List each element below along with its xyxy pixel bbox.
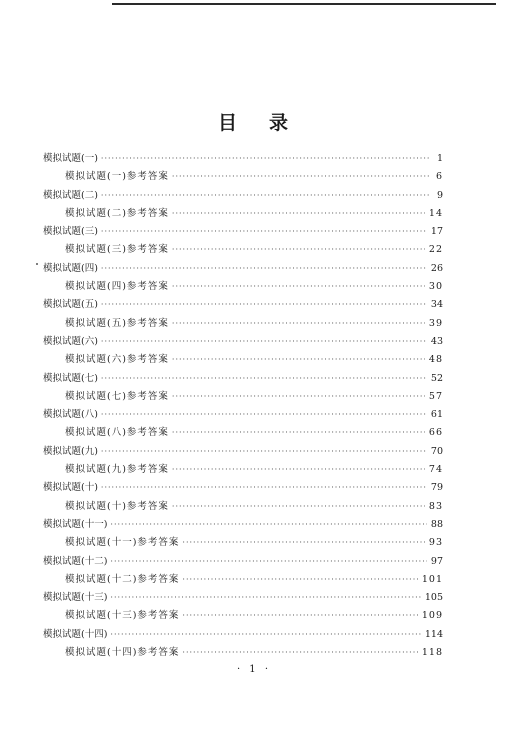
toc-entry-answer[interactable] xyxy=(43,571,443,589)
toc-entry-test[interactable] xyxy=(43,333,443,351)
toc-leader-dots xyxy=(182,534,424,552)
toc-entry-label: 模拟试题(八)参考答案 xyxy=(65,427,169,439)
toc-entry-page: 118 xyxy=(421,647,443,659)
toc-leader-dots xyxy=(172,168,429,186)
toc-entry-answer[interactable] xyxy=(43,644,443,662)
toc-leader-dots xyxy=(110,553,426,571)
toc-entry-test[interactable] xyxy=(43,223,443,241)
toc-entry-answer[interactable] xyxy=(43,424,443,442)
toc-entry-label: 模拟试题(十) xyxy=(43,482,98,494)
toc-entry-label: 模拟试题(五) xyxy=(43,299,98,311)
toc-entry-answer[interactable] xyxy=(43,388,443,406)
toc-leader-dots xyxy=(172,241,425,259)
toc-entry-page: 9 xyxy=(436,189,443,201)
title-char-1: 目 xyxy=(217,112,239,134)
toc-entry-page: 105 xyxy=(424,592,443,604)
toc-entry-page: 6 xyxy=(435,171,443,183)
toc-entry-test[interactable] xyxy=(43,296,443,314)
toc-entry-answer[interactable] xyxy=(43,534,443,552)
toc-entry-page: 70 xyxy=(430,445,443,457)
toc-entry-page: 114 xyxy=(424,628,443,640)
toc-entry-label: 模拟试题(十一) xyxy=(43,518,108,530)
toc-entry-label: 模拟试题(十三)参考答案 xyxy=(65,610,180,622)
toc-leader-dots xyxy=(101,260,427,278)
toc-entry-page: 26 xyxy=(430,262,443,274)
toc-entry-label: 模拟试题(四) xyxy=(43,262,98,274)
toc-entry-answer[interactable] xyxy=(43,351,443,369)
toc-leader-dots xyxy=(110,516,426,534)
toc-entry-test[interactable] xyxy=(43,626,443,644)
toc-entry-page: 57 xyxy=(428,390,443,402)
toc-leader-dots xyxy=(182,607,417,625)
toc-entry-page: 14 xyxy=(428,207,443,219)
toc-entry-page: 30 xyxy=(428,281,443,293)
toc-entry-page: 43 xyxy=(430,335,443,347)
toc-entry-label: 模拟试题(十二)参考答案 xyxy=(65,573,180,585)
toc-entry-label: 模拟试题(一) xyxy=(43,153,98,164)
toc-entry-page: 97 xyxy=(430,555,443,567)
toc-leader-dots xyxy=(101,333,427,351)
toc-leader-dots xyxy=(172,278,425,296)
toc-entry-test[interactable] xyxy=(43,589,443,607)
toc-entry-label: 模拟试题(五)参考答案 xyxy=(65,317,169,329)
toc-leader-dots xyxy=(101,187,429,205)
toc-entry-label: 模拟试题(六)参考答案 xyxy=(65,354,169,366)
toc-entry-page: 74 xyxy=(428,464,443,476)
toc-entry-label: 模拟试题(六) xyxy=(43,335,98,347)
toc-entry-page: 48 xyxy=(428,354,443,366)
toc-entry-answer[interactable] xyxy=(43,607,443,625)
toc-entry-label: 模拟试题(九)参考答案 xyxy=(65,464,169,476)
toc-entry-label: 模拟试题(十二) xyxy=(43,555,108,567)
toc-entry-test[interactable] xyxy=(43,479,443,497)
toc-entry-label: 模拟试题(七) xyxy=(43,372,98,384)
toc-entry-test[interactable] xyxy=(43,187,443,205)
toc-leader-dots xyxy=(172,424,425,442)
toc-entry-page: 17 xyxy=(430,226,443,238)
scan-speck xyxy=(36,263,38,265)
toc-entry-label: 模拟试题(十三) xyxy=(43,592,108,604)
toc-leader-dots xyxy=(110,626,420,644)
toc-entry-label: 模拟试题(十四) xyxy=(43,628,108,640)
toc-entry-test[interactable] xyxy=(43,370,443,388)
toc-entry-page: 93 xyxy=(428,537,443,549)
toc-entry-label: 模拟试题(七)参考答案 xyxy=(65,390,169,402)
toc-entry-label: 模拟试题(十)参考答案 xyxy=(65,500,169,512)
toc-leader-dots xyxy=(101,406,427,424)
toc-entry-label: 模拟试题(三)参考答案 xyxy=(65,244,169,256)
toc-leader-dots xyxy=(101,296,427,314)
toc-entry-label: 模拟试题(二)参考答案 xyxy=(65,207,169,219)
toc-leader-dots xyxy=(172,461,425,479)
toc-leader-dots xyxy=(101,370,427,388)
toc-leader-dots xyxy=(172,351,425,369)
toc-entry-answer[interactable] xyxy=(43,168,443,186)
toc-entry-page: 88 xyxy=(430,518,443,530)
toc-entry-test[interactable] xyxy=(43,553,443,571)
toc-leader-dots xyxy=(101,150,429,168)
top-border-rule xyxy=(112,3,496,5)
toc-entry-test[interactable] xyxy=(43,150,443,168)
toc-entry-label: 模拟试题(八) xyxy=(43,409,98,421)
toc-entry-page: 109 xyxy=(421,610,443,622)
toc-entry-test[interactable] xyxy=(43,443,443,461)
toc-entry-page: 66 xyxy=(428,427,443,439)
toc-entry-test[interactable] xyxy=(43,260,443,278)
page-title xyxy=(0,108,508,135)
toc-entry-page: 79 xyxy=(430,482,443,494)
toc-entry-answer[interactable] xyxy=(43,461,443,479)
toc-entry-page: 39 xyxy=(428,317,443,329)
toc-entry-page: 34 xyxy=(430,299,443,311)
toc-entry-label: 模拟试题(十四)参考答案 xyxy=(65,647,180,659)
toc-leader-dots xyxy=(172,315,425,333)
toc-entry-page: 101 xyxy=(421,573,443,585)
toc-entry-answer[interactable] xyxy=(43,205,443,223)
toc-leader-dots xyxy=(172,498,425,516)
toc-leader-dots xyxy=(172,388,425,406)
toc-entry-label: 模拟试题(三) xyxy=(43,226,98,238)
toc-entry-answer[interactable] xyxy=(43,278,443,296)
toc-entry-test[interactable] xyxy=(43,516,443,534)
toc-entry-page: 22 xyxy=(428,244,443,256)
table-of-contents xyxy=(43,150,443,662)
toc-entry-label: 模拟试题(二) xyxy=(43,189,98,201)
toc-entry-label: 模拟试题(一)参考答案 xyxy=(65,171,169,183)
title-char-2: 录 xyxy=(269,112,291,134)
toc-entry-page: 52 xyxy=(430,372,443,384)
toc-entry-page: 61 xyxy=(430,409,443,421)
toc-entry-test[interactable] xyxy=(43,406,443,424)
toc-leader-dots xyxy=(101,223,427,241)
toc-leader-dots xyxy=(182,644,417,662)
toc-entry-answer[interactable] xyxy=(43,498,443,516)
toc-leader-dots xyxy=(172,205,425,223)
toc-leader-dots xyxy=(110,589,420,607)
toc-entry-label: 模拟试题(十一)参考答案 xyxy=(65,537,180,549)
page-number: · 1 · xyxy=(236,664,272,675)
toc-leader-dots xyxy=(101,443,427,461)
toc-entry-page: 1 xyxy=(436,153,443,164)
toc-entry-label: 模拟试题(九) xyxy=(43,445,98,457)
toc-leader-dots xyxy=(182,571,417,589)
toc-entry-label: 模拟试题(四)参考答案 xyxy=(65,281,169,293)
toc-entry-answer[interactable] xyxy=(43,315,443,333)
toc-leader-dots xyxy=(101,479,427,497)
toc-entry-page: 83 xyxy=(428,500,443,512)
toc-entry-answer[interactable] xyxy=(43,241,443,259)
